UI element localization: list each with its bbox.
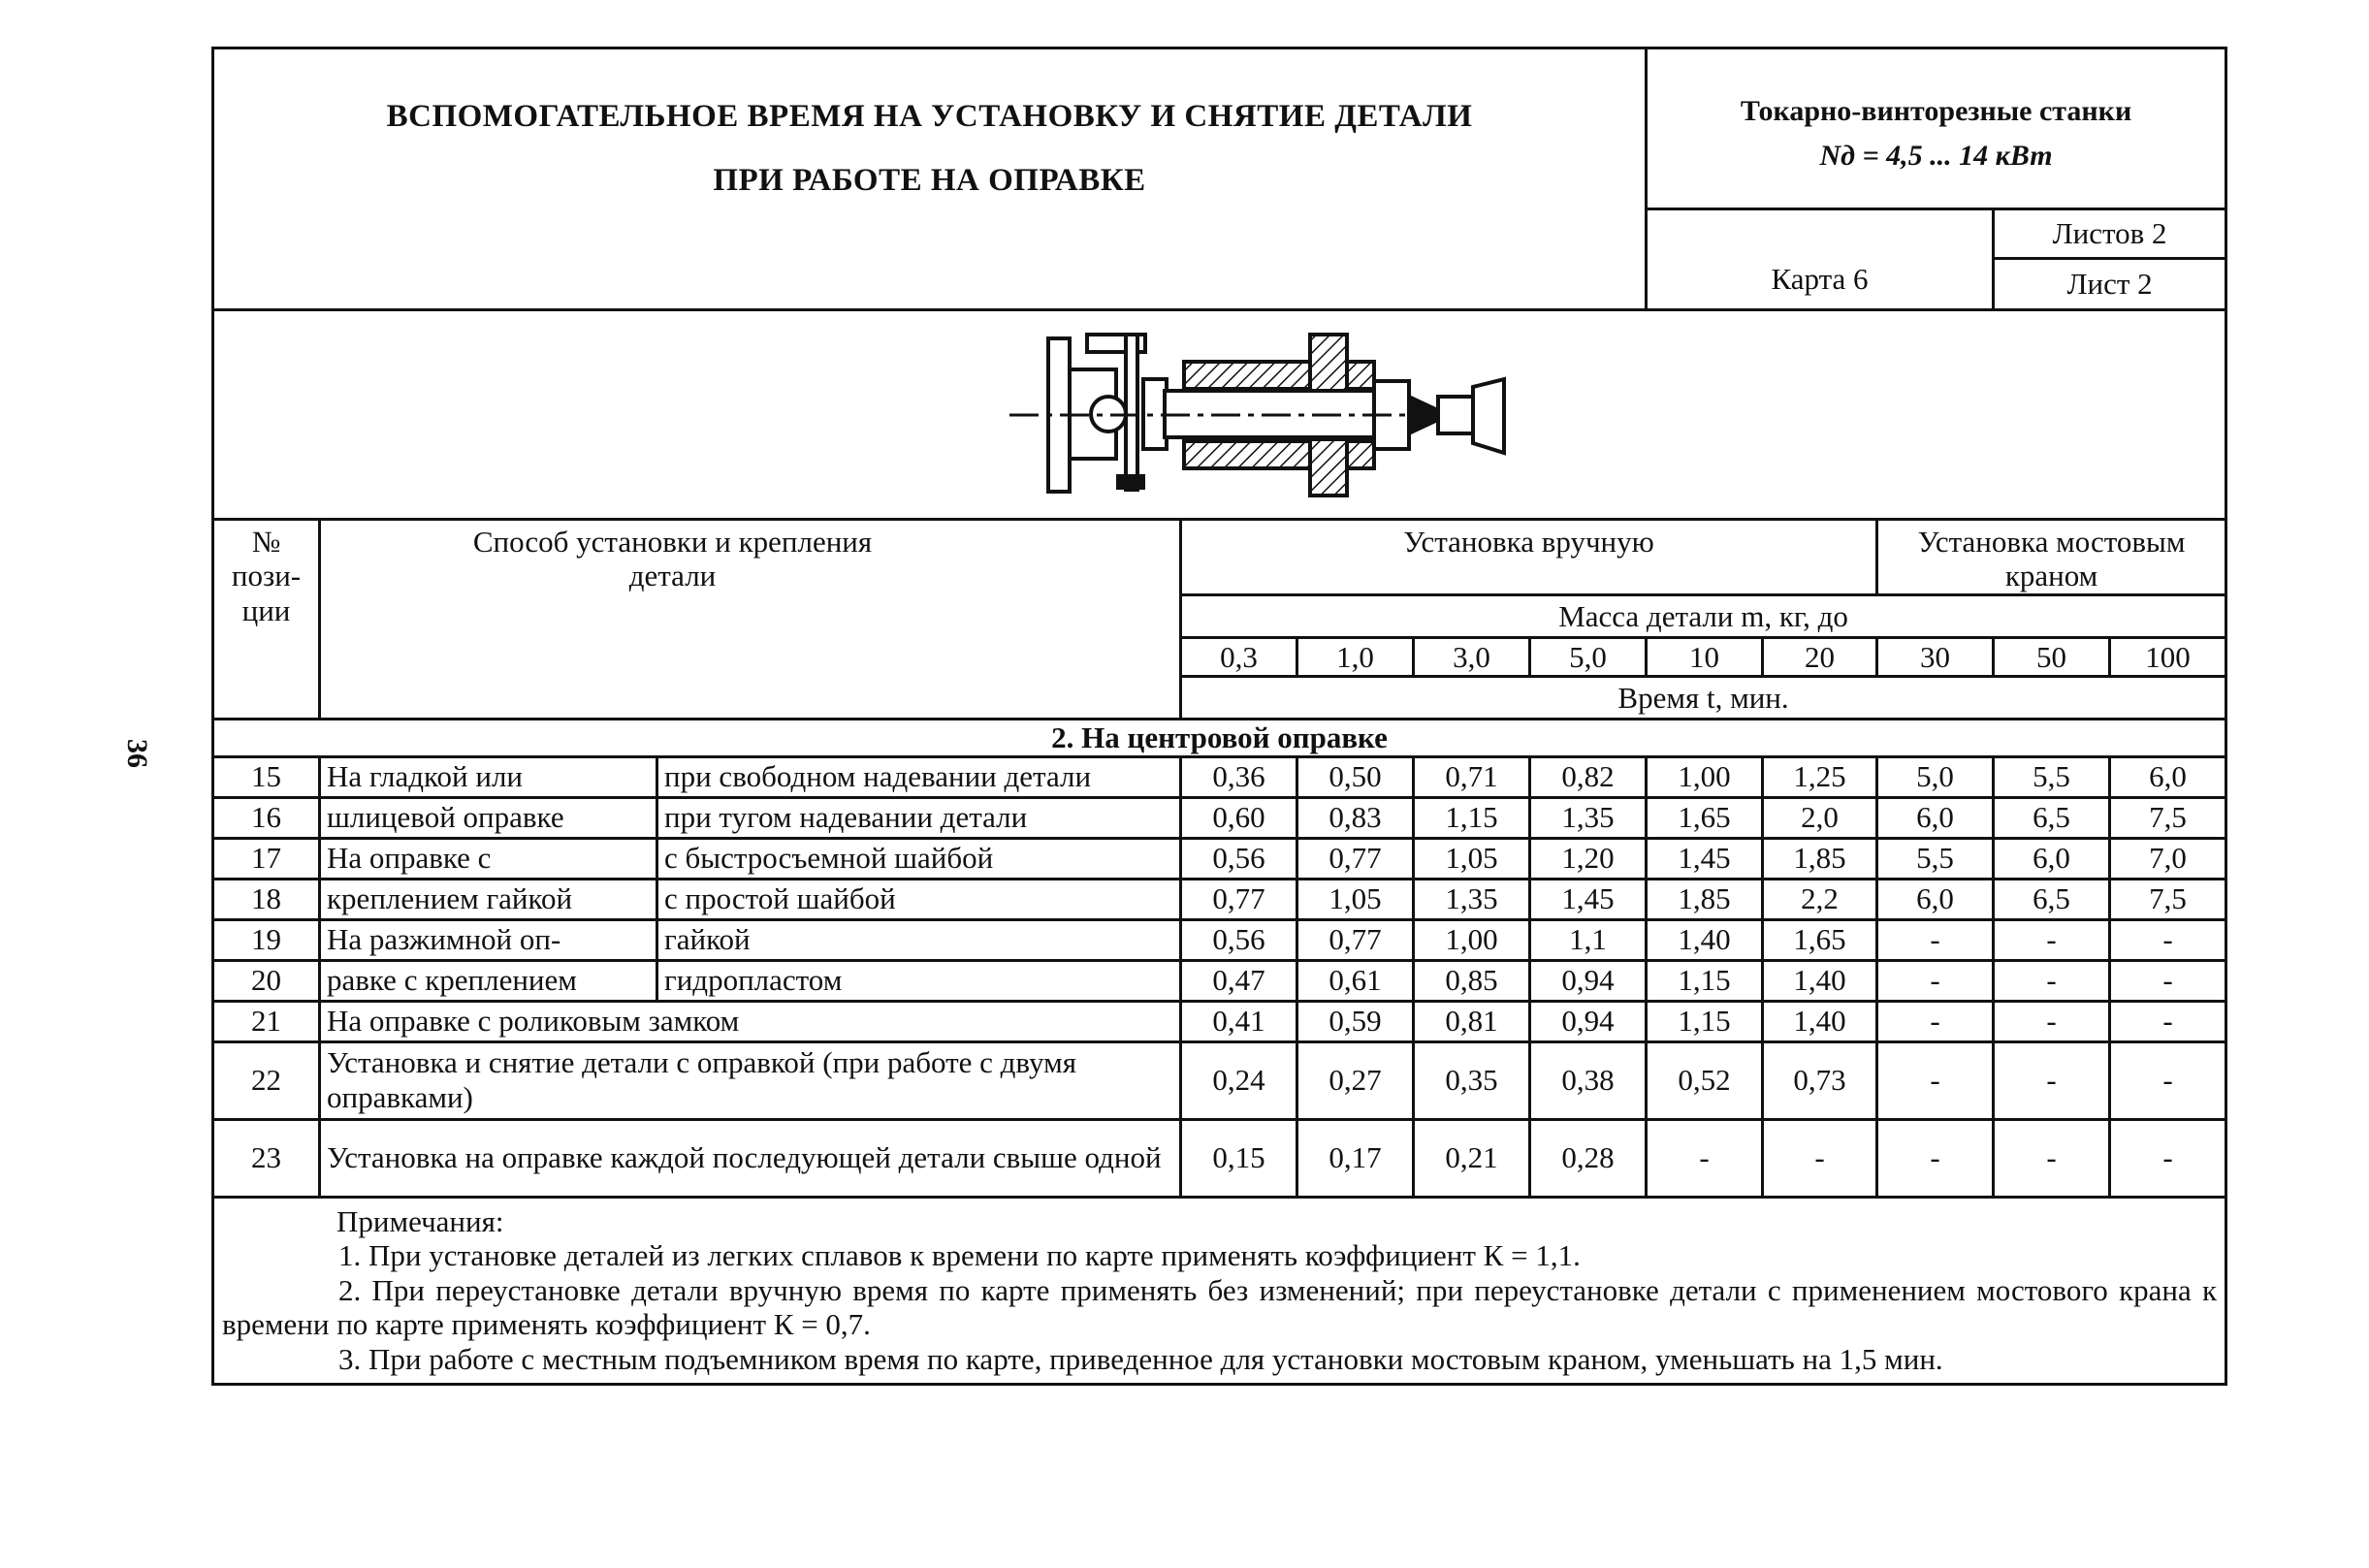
norm-table: [211, 47, 2227, 1386]
title-line-2: ПРИ РАБОТЕ НА ОПРАВКЕ: [713, 163, 1146, 198]
time-value: 0,83: [1297, 797, 1414, 838]
notes-title: Примечания:: [336, 1203, 504, 1238]
time-value: 1,40: [1763, 1001, 1877, 1041]
mass-value: 50: [1994, 637, 2110, 676]
time-value: 5,0: [1877, 756, 1994, 797]
time-value: 1,40: [1647, 919, 1763, 960]
time-value: 0,50: [1297, 756, 1414, 797]
time-value: 1,65: [1647, 797, 1763, 838]
table-row: [213, 838, 2226, 879]
time-value: 1,45: [1530, 879, 1647, 919]
method-cell: На гладкой или: [320, 756, 657, 797]
time-value: 1,85: [1647, 879, 1763, 919]
mass-value: 100: [2110, 637, 2226, 676]
time-value: -: [2110, 960, 2226, 1001]
table-row: [213, 1001, 2226, 1041]
time-label: Время t, мин.: [1617, 680, 1789, 715]
time-value: 1,05: [1414, 838, 1530, 879]
group-manual-header: [1181, 519, 1877, 594]
time-value: 1,15: [1647, 1001, 1763, 1041]
group-crane-label: Установка мостовым краном: [1917, 524, 2186, 593]
note-1: 1. При установке деталей из легких сплавов к времени по карте применять коэффициент К = 1,1.: [338, 1238, 1581, 1273]
time-value: 0,59: [1297, 1001, 1414, 1041]
time-value: 2,0: [1763, 797, 1877, 838]
row-number: 21: [213, 1001, 320, 1041]
method-cell: шлицевой оправке: [320, 797, 657, 838]
time-value: 0,41: [1181, 1001, 1297, 1041]
method-cell: На разжимной оп-: [320, 919, 657, 960]
table-row: [213, 756, 2226, 797]
time-value: -: [1994, 1041, 2110, 1119]
row-number: 19: [213, 919, 320, 960]
method-cell: Установка и снятие детали с оправкой (при работе с двумя оправками): [320, 1041, 1181, 1119]
sheet-info: [1994, 209, 2226, 310]
time-value: 1,35: [1414, 879, 1530, 919]
time-value: -: [2110, 1001, 2226, 1041]
machine-type: [1647, 48, 2226, 209]
time-value: 7,0: [2110, 838, 2226, 879]
method-cell: равке с креплением: [320, 960, 657, 1001]
time-value: 0,77: [1297, 919, 1414, 960]
time-value: -: [1994, 1119, 2110, 1197]
time-header: [1181, 676, 2226, 719]
time-value: 0,47: [1181, 960, 1297, 1001]
time-value: -: [2110, 919, 2226, 960]
time-value: 1,45: [1647, 838, 1763, 879]
page-number: 36: [121, 739, 153, 768]
time-value: 1,85: [1763, 838, 1877, 879]
time-value: -: [1994, 919, 2110, 960]
time-value: 1,65: [1763, 919, 1877, 960]
time-value: 7,5: [2110, 879, 2226, 919]
time-value: 2,2: [1763, 879, 1877, 919]
time-value: 0,38: [1530, 1041, 1647, 1119]
time-value: 0,82: [1530, 756, 1647, 797]
machine-line-2: Nд = 4,5 ... 14 кВт: [1819, 139, 2053, 172]
time-value: 0,52: [1647, 1041, 1763, 1119]
time-value: -: [1877, 919, 1994, 960]
time-value: 1,25: [1763, 756, 1877, 797]
mass-value: 30: [1877, 637, 1994, 676]
table-row: [213, 1041, 2226, 1119]
time-value: 0,60: [1181, 797, 1297, 838]
time-value: -: [2110, 1041, 2226, 1119]
row-number: 17: [213, 838, 320, 879]
time-value: 6,5: [1994, 797, 2110, 838]
time-value: -: [1877, 1001, 1994, 1041]
document-title: [213, 48, 1647, 310]
method-cell: Установка на оправке каждой последующей детали свыше одной: [320, 1119, 1181, 1197]
mandrel-drawing-cell: [213, 310, 2226, 520]
time-value: 0,36: [1181, 756, 1297, 797]
group-crane-header: [1877, 519, 2226, 594]
time-value: 0,94: [1530, 960, 1647, 1001]
table-row: [213, 1119, 2226, 1197]
row-number: 16: [213, 797, 320, 838]
fastening-cell: при тугом надевании детали: [657, 797, 1181, 838]
time-value: -: [1877, 1041, 1994, 1119]
machine-line-1: Токарно-винторезные станки: [1740, 94, 2132, 127]
row-number: 23: [213, 1119, 320, 1197]
time-value: 0,94: [1530, 1001, 1647, 1041]
time-value: 0,71: [1414, 756, 1530, 797]
col-method-header: [320, 519, 1181, 719]
time-value: 0,15: [1181, 1119, 1297, 1197]
sheet-number: Лист 2: [2066, 267, 2153, 301]
time-value: 1,1: [1530, 919, 1647, 960]
time-value: 0,35: [1414, 1041, 1530, 1119]
time-value: -: [1877, 960, 1994, 1001]
time-value: -: [2110, 1119, 2226, 1197]
row-number: 15: [213, 756, 320, 797]
fastening-cell: при свободном надевании детали: [657, 756, 1181, 797]
mass-value: 10: [1647, 637, 1763, 676]
method-cell: креплением гайкой: [320, 879, 657, 919]
time-value: -: [1994, 960, 2110, 1001]
notes-block: [213, 1197, 2226, 1384]
time-value: 5,5: [1877, 838, 1994, 879]
mandrel-drawing: [214, 311, 2222, 510]
time-value: -: [1647, 1119, 1763, 1197]
fastening-cell: с быстросъемной шайбой: [657, 838, 1181, 879]
time-value: 6,0: [2110, 756, 2226, 797]
row-number: 22: [213, 1041, 320, 1119]
title-line-1: ВСПОМОГАТЕЛЬНОЕ ВРЕМЯ НА УСТАНОВКУ И СНЯТИЕ ДЕТАЛИ: [386, 99, 1473, 134]
table-row: [213, 960, 2226, 1001]
time-value: 6,0: [1994, 838, 2110, 879]
mass-value: 0,3: [1181, 637, 1297, 676]
time-value: 5,5: [1994, 756, 2110, 797]
note-2: 2. При переустановке детали вручную время по карте применять без изменений; при переустановке детали с применением мостового крана к времени по карте применять коэффициент К = 0,7.: [222, 1272, 2218, 1342]
time-value: 1,15: [1414, 797, 1530, 838]
mass-header: [1181, 594, 2226, 637]
time-value: 6,5: [1994, 879, 2110, 919]
time-value: 0,81: [1414, 1001, 1530, 1041]
time-value: 0,56: [1181, 919, 1297, 960]
time-value: 0,61: [1297, 960, 1414, 1001]
note-3: 3. При работе с местным подъемником время по карте, приведенное для установки мостовым краном, уменьшать на 1,5 мин.: [338, 1342, 1943, 1377]
time-value: -: [1877, 1119, 1994, 1197]
time-value: 1,15: [1647, 960, 1763, 1001]
time-value: 0,56: [1181, 838, 1297, 879]
time-value: 0,24: [1181, 1041, 1297, 1119]
card-number: [1647, 209, 1994, 310]
section-label: 2. На центровой оправке: [1051, 720, 1388, 754]
method-cell: На оправке с роликовым замком: [320, 1001, 1181, 1041]
time-value: 6,0: [1877, 797, 1994, 838]
fastening-cell: с простой шайбой: [657, 879, 1181, 919]
time-value: 1,20: [1530, 838, 1647, 879]
time-value: 0,17: [1297, 1119, 1414, 1197]
time-value: 0,85: [1414, 960, 1530, 1001]
table-row: [213, 797, 2226, 838]
time-value: -: [1994, 1001, 2110, 1041]
sheets-count: Листов 2: [1995, 210, 2225, 260]
time-value: -: [1763, 1119, 1877, 1197]
time-value: 0,77: [1297, 838, 1414, 879]
time-value: 1,00: [1414, 919, 1530, 960]
fastening-cell: гайкой: [657, 919, 1181, 960]
mass-value: 3,0: [1414, 637, 1530, 676]
section-title: [213, 719, 2226, 756]
time-value: 7,5: [2110, 797, 2226, 838]
time-value: 0,77: [1181, 879, 1297, 919]
time-value: 6,0: [1877, 879, 1994, 919]
table-row: [213, 919, 2226, 960]
time-value: 0,73: [1763, 1041, 1877, 1119]
row-number: 20: [213, 960, 320, 1001]
group-manual-label: Установка вручную: [1403, 524, 1654, 559]
method-cell: На оправке с: [320, 838, 657, 879]
col-position-header: [213, 519, 320, 719]
card-label: Карта 6: [1771, 261, 1869, 296]
mass-value: 1,0: [1297, 637, 1414, 676]
time-value: 1,05: [1297, 879, 1414, 919]
col-position-label: № пози- ции: [231, 524, 302, 627]
table-row: [213, 879, 2226, 919]
mass-value: 5,0: [1530, 637, 1647, 676]
time-value: 1,35: [1530, 797, 1647, 838]
col-method-label: Способ установки и крепления детали: [472, 524, 873, 593]
time-value: 1,40: [1763, 960, 1877, 1001]
row-number: 18: [213, 879, 320, 919]
card-sheet: [211, 47, 2225, 1405]
mass-value: 20: [1763, 637, 1877, 676]
time-value: 0,28: [1530, 1119, 1647, 1197]
fastening-cell: гидропластом: [657, 960, 1181, 1001]
time-value: 0,21: [1414, 1119, 1530, 1197]
time-value: 1,00: [1647, 756, 1763, 797]
time-value: 0,27: [1297, 1041, 1414, 1119]
mass-label: Масса детали m, кг, до: [1558, 598, 1848, 633]
